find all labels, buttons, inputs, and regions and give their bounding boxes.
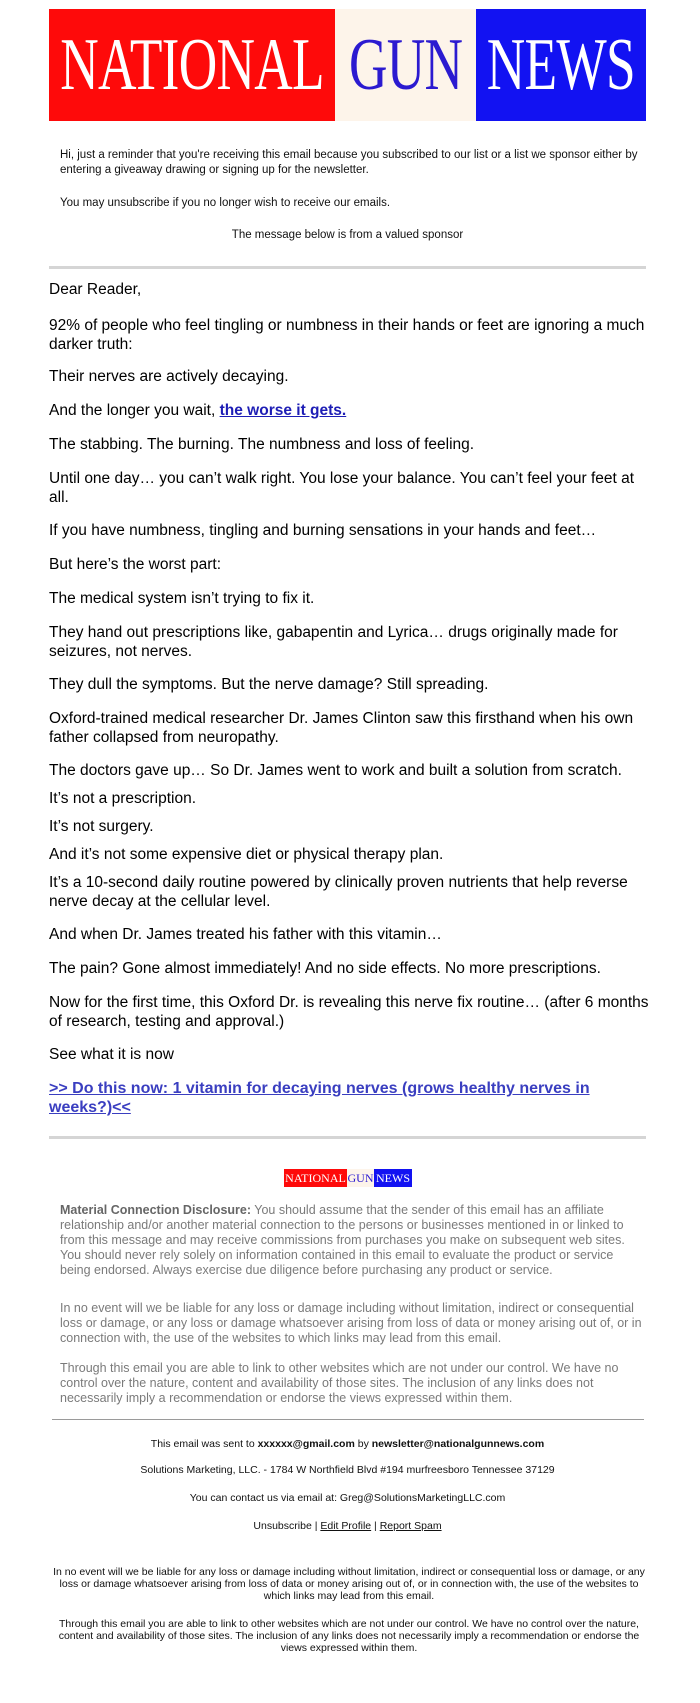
logo-news-block [476,9,646,121]
sponsor-note: The message below is from a valued sponsor [231,229,464,241]
logo-national-block [49,9,335,121]
paragraph: They hand out prescriptions like, gabapentin and Lyrica… drugs originally made for seizures, not nerves. [49,624,618,660]
paragraph: It’s a 10-second daily routine powered by clinically proven nutrients that help reverse nerve decay at the cellular level. [49,874,628,910]
paragraph: 92% of people who feel tingling or numbness in their hands or feet are ignoring a much darker truth: [49,317,645,353]
disclosure-text: You should assume that the sender of this email has an affiliate relationship and/or another material connection to the persons or businesses mentioned in or linked to from this message and may receive commissions from purchases you make on subsequent web sites. You should never rely solely on information contained in this email to evaluate the product or service being endorsed. Always exercise due diligence before purchasing any product or service. [60,1203,625,1277]
masthead-logo[interactable] [49,9,646,121]
logo-gun: GUN [348,24,463,106]
logo-national: NATIONAL [60,24,324,106]
mini-logo-national: NATIONAL [284,1169,347,1187]
paragraph-with-link [49,401,649,420]
separator: | [371,1520,380,1532]
cta-paragraph [49,1079,649,1117]
paragraph: Their nerves are actively decaying. [49,368,289,385]
edit-profile-link[interactable]: Edit Profile [320,1520,372,1532]
paragraph: It’s not surgery. [49,818,154,835]
report-spam-link[interactable]: Report Spam [379,1520,442,1532]
paragraph-text: And the longer you wait, [49,402,220,419]
paragraph: But here’s the worst part: [49,556,222,573]
separator: | [311,1520,321,1532]
divider [49,1136,646,1139]
paragraph: And when Dr. James treated his father with this vitamin… [49,926,442,943]
divider [52,1419,644,1420]
logo-news: NEWS [486,24,636,106]
footer-logo[interactable] [284,1169,412,1187]
sent-to-line [49,1438,646,1451]
sent-by: by [354,1438,372,1450]
paragraph: The stabbing. The burning. The numbness and loss of feeling. [49,436,475,453]
liability-disclaimer: In no event will we be liable for any loss or damage including without limitation, indirect or consequential loss or damage, or any loss or damage whatsoever arising from loss of data or money arising out of, or in connection with, the use of the websites to which links may lead from this email. [60,1301,642,1345]
logo-gun-block [335,9,476,121]
postal-address: Solutions Marketing, LLC. - 1784 W Northfield Blvd #194 murfreesboro Tennessee 37129 [140,1464,555,1476]
unsubscribe-link[interactable]: Unsubscribe [253,1520,312,1532]
external-links-disclaimer: Through this email you are able to link to other websites which are not under our control. We have no control over the nature, content and availability of those sites. The inclusion of any links does not necessarily imply a recommendation or endorse the views expressed within them. [60,1361,619,1405]
recipient-email: xxxxxx@gmail.com [257,1438,355,1450]
footer-links [49,1520,646,1533]
mini-logo-news: NEWS [374,1169,412,1187]
paragraph: And it’s not some expensive diet or physical therapy plan. [49,846,444,863]
paragraph: It’s not a prescription. [49,790,197,807]
paragraph: If you have numbness, tingling and burning sensations in your hands and feet… [49,522,597,539]
paragraph: The pain? Gone almost immediately! And no side effects. No more prescriptions. [49,960,601,977]
paragraph: They dull the symptoms. But the nerve damage? Still spreading. [49,676,489,693]
paragraph: Now for the first time, this Oxford Dr. is revealing this nerve fix routine… (after 6 months of research, testing and approval.) [49,994,649,1030]
worse-it-gets-link[interactable]: the worse it gets. [219,402,347,419]
divider [49,266,646,269]
contact-line: You can contact us via email at: Greg@SolutionsMarketingLLC.com [189,1492,506,1504]
sender-email: newsletter@nationalgunnews.com [371,1438,545,1450]
greeting: Dear Reader, [49,281,142,298]
paragraph: Until one day… you can’t walk right. You lose your balance. You can’t feel your feet at all. [49,470,635,506]
unsubscribe-note: You may unsubscribe if you no longer wish to receive our emails. [60,197,391,209]
cta-link[interactable]: >> Do this now: 1 vitamin for decaying nerves (grows healthy nerves in weeks?)<< [49,1080,590,1116]
disclosure-label: Material Connection Disclosure: [60,1203,252,1217]
paragraph: The medical system isn’t trying to fix it. [49,590,315,607]
subscription-reminder: Hi, just a reminder that you're receiving this email because you subscribed to our list or a list we sponsor either by entering a giveaway drawing or signing up for the newsletter. [60,149,638,176]
material-disclosure [60,1203,645,1278]
mini-logo-gun: GUN [347,1169,374,1187]
paragraph: The doctors gave up… So Dr. James went to work and built a solution from scratch. [49,762,622,779]
sent-prefix: This email was sent to [150,1438,258,1450]
paragraph: See what it is now [49,1046,174,1063]
external-links-disclaimer-2: Through this email you are able to link to other websites which are not under our control. We have no control over the nature, content and availability of those sites. The inclusion of any links does not necessarily imply a recommendation or endorse the views expressed within them. [58,1618,640,1654]
paragraph: Oxford-trained medical researcher Dr. James Clinton saw this firsthand when his own father collapsed from neuropathy. [49,710,634,746]
liability-disclaimer-2: In no event will we be liable for any loss or damage including without limitation, indirect or consequential loss or damage, or any loss or damage whatsoever arising from loss of data or money arising out of, or in connection with, the use of the websites to which links may lead from this email. [53,1566,645,1602]
